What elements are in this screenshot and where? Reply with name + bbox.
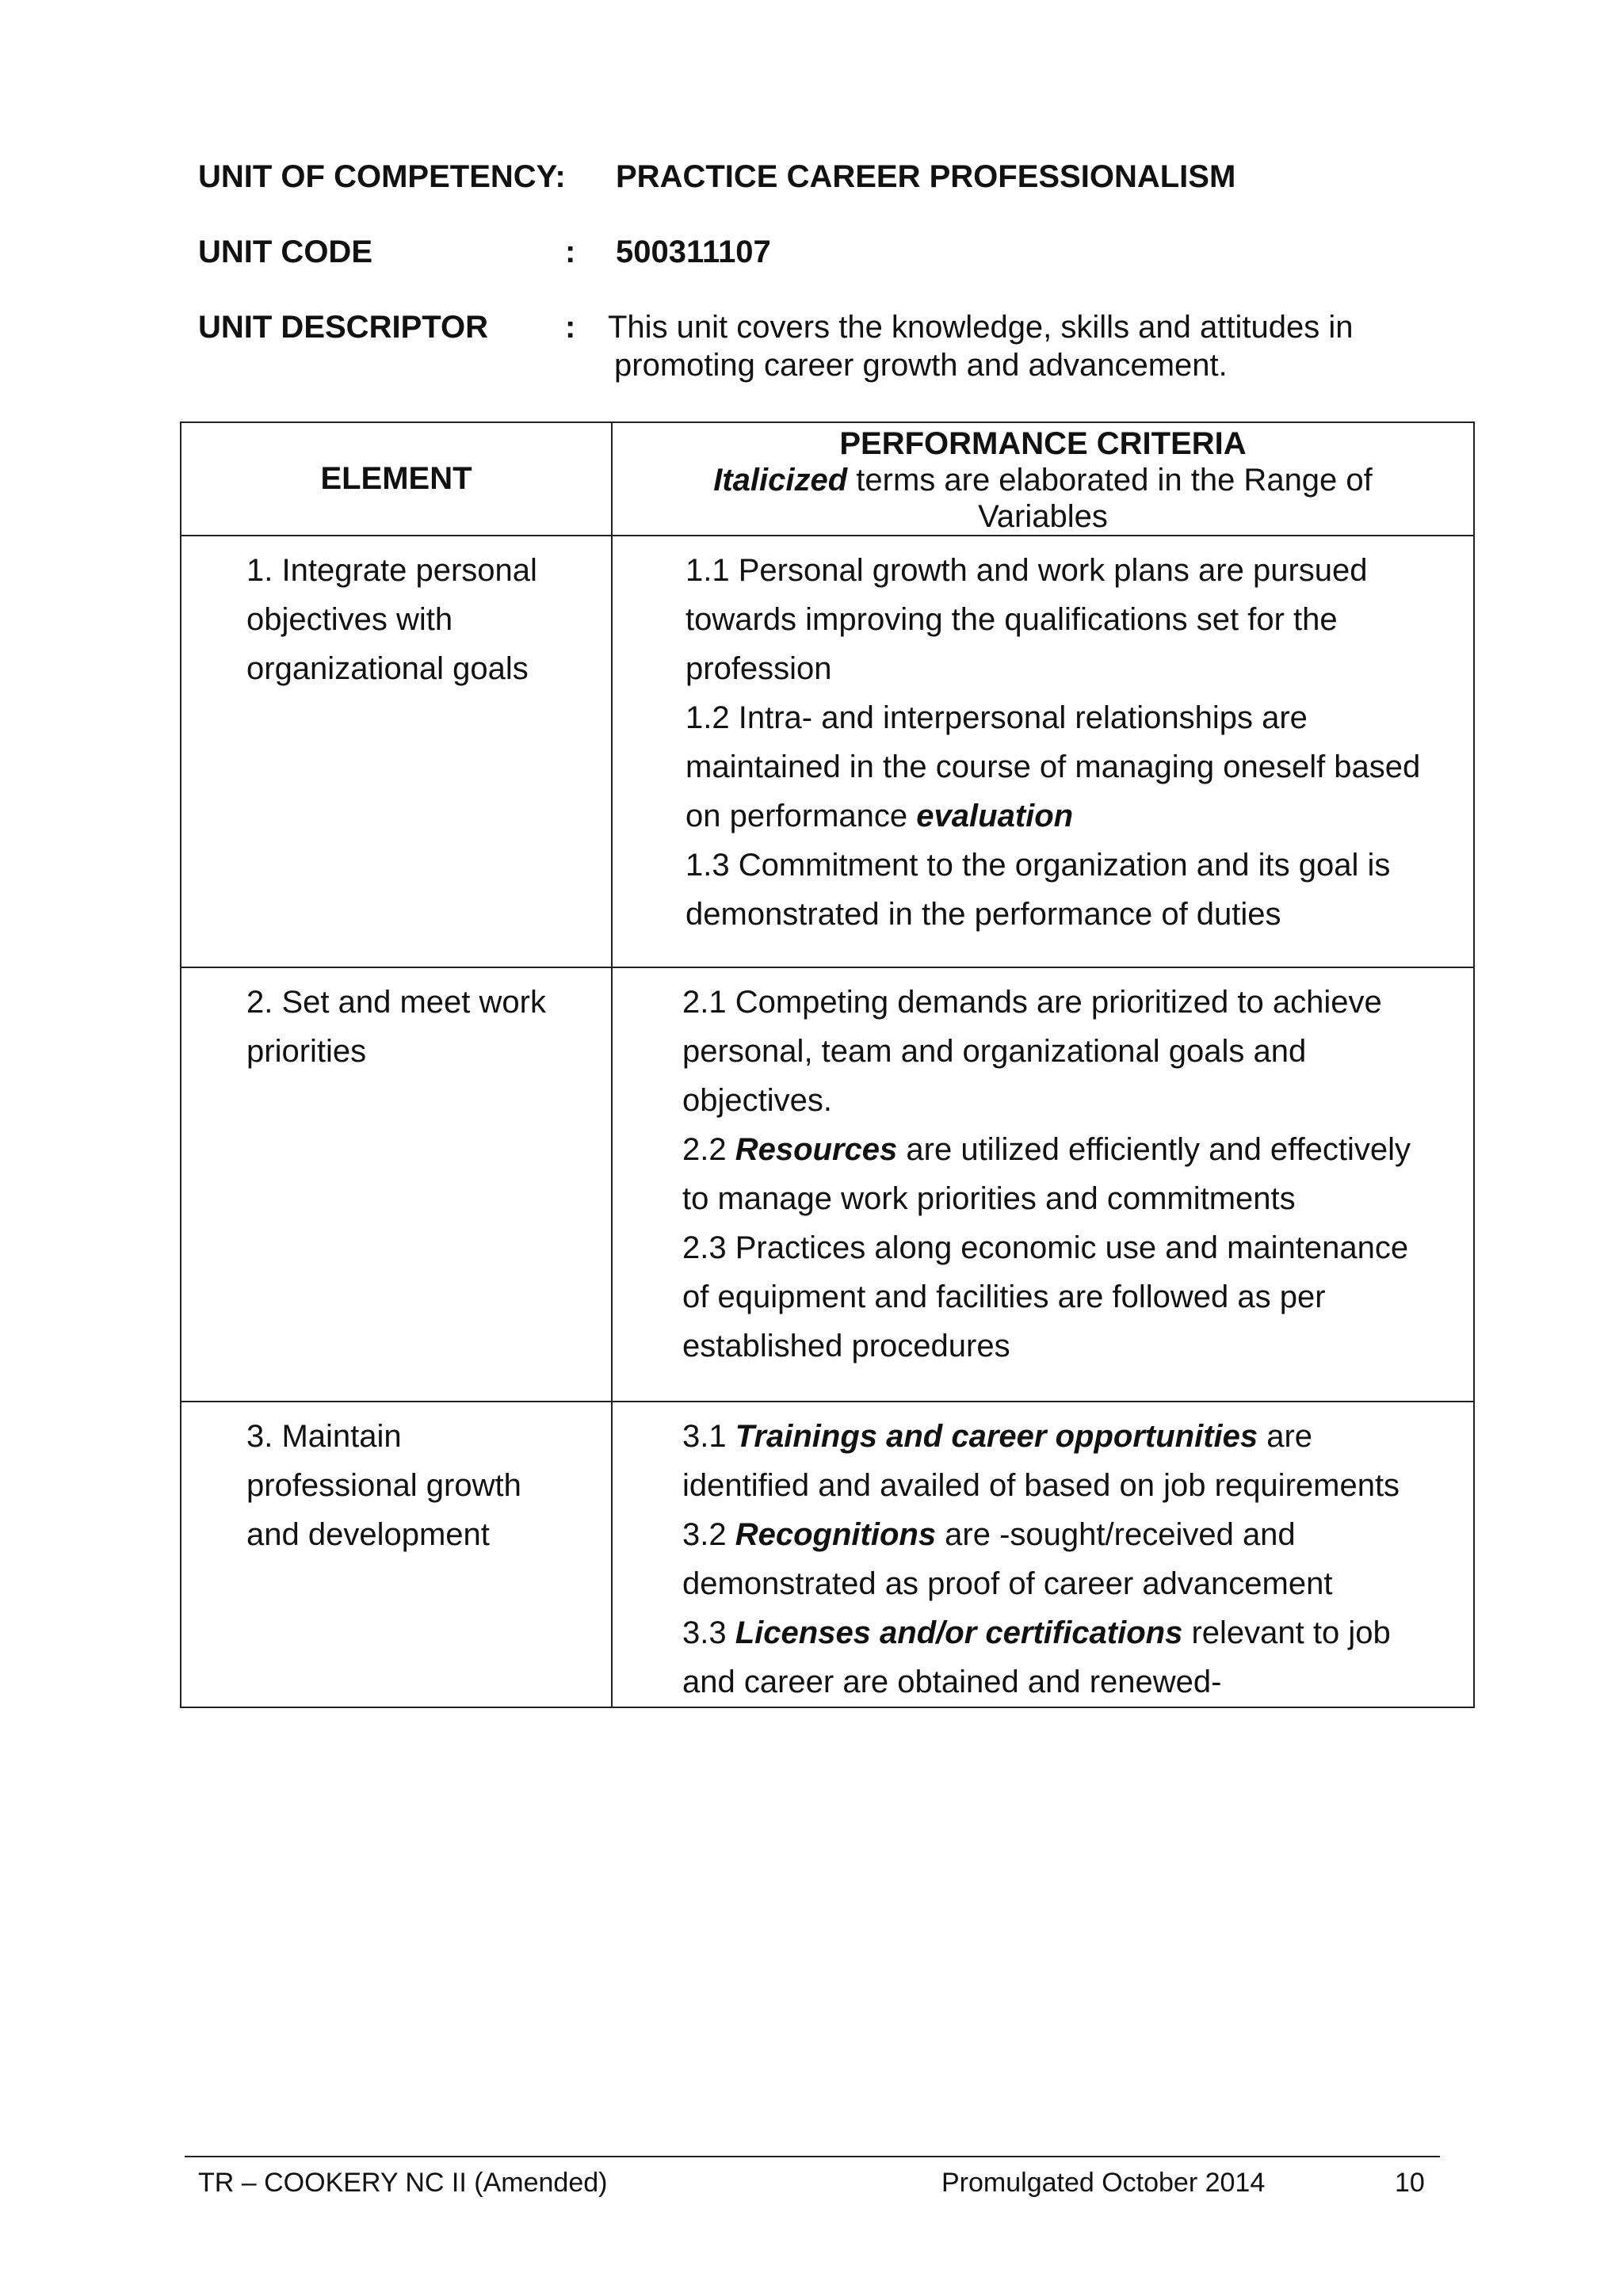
- range-term: Trainings and career opportunities: [735, 1419, 1258, 1454]
- element-line: professional growth: [246, 1468, 521, 1503]
- criteria-line: [682, 1510, 1457, 1559]
- criteria-line: demonstrated in the performance of duties: [685, 897, 1281, 932]
- element-line: 3. Maintain: [246, 1419, 402, 1454]
- criteria-line: established procedures: [682, 1329, 1010, 1363]
- criteria-line: [682, 1412, 1457, 1461]
- criteria-text: 3.3: [682, 1615, 735, 1650]
- criteria-line: 2.3 Practices along economic use and maintenance: [682, 1230, 1409, 1265]
- criteria-text: are utilized efficiently and effectively: [897, 1132, 1411, 1167]
- criteria-line: to manage work priorities and commitments: [682, 1181, 1296, 1216]
- criteria-line: identified and availed of based on job requirements: [682, 1468, 1400, 1503]
- table-header-row: [181, 422, 1474, 536]
- element-line: 2. Set and meet work: [246, 985, 546, 1020]
- criteria-line: towards improving the qualifications set for the: [685, 602, 1338, 637]
- criteria-text: relevant to job: [1182, 1615, 1391, 1650]
- table-row: [181, 536, 1474, 967]
- criteria-line: 1.2 Intra- and interpersonal relationships are: [685, 700, 1308, 735]
- criteria-line: maintained in the course of managing oneself based: [685, 749, 1421, 784]
- pc-note-text: terms are elaborated in the Range of: [847, 462, 1373, 498]
- criteria-line: personal, team and organizational goals and: [682, 1034, 1307, 1069]
- performance-criteria-title: PERFORMANCE CRITERIA: [839, 425, 1247, 461]
- criteria-line: and career are obtained and renewed-: [682, 1665, 1222, 1699]
- performance-criteria-column-header: [612, 422, 1474, 536]
- criteria-line: 2.1 Competing demands are prioritized to achieve: [682, 985, 1382, 1020]
- element-line: 1. Integrate personal: [246, 553, 537, 588]
- element-line: priorities: [246, 1034, 367, 1069]
- criteria-line: demonstrated as proof of career advancement: [682, 1566, 1333, 1601]
- criteria-cell-3: [612, 1402, 1474, 1707]
- table-row: [181, 967, 1474, 1402]
- pc-note-line-1: [713, 463, 1373, 498]
- pc-note-line-2: Variables: [978, 498, 1108, 534]
- criteria-line: [682, 1608, 1457, 1657]
- criteria-line: of equipment and facilities are followed as per: [682, 1280, 1326, 1314]
- unit-code-value: 500311107: [616, 235, 771, 269]
- element-line: and development: [246, 1517, 490, 1552]
- criteria-line: 1.1 Personal growth and work plans are pursued: [685, 553, 1368, 588]
- criteria-line: [685, 791, 1457, 841]
- unit-code-label: UNIT CODE: [198, 235, 372, 269]
- element-line: objectives with: [246, 602, 453, 637]
- footer-document-title: TR – COOKERY NC II (Amended): [198, 2168, 608, 2198]
- range-term: Recognitions: [735, 1517, 937, 1552]
- criteria-line: [682, 1125, 1457, 1174]
- criteria-text: on performance: [685, 799, 917, 833]
- unit-of-competency-value: PRACTICE CAREER PROFESSIONALISM: [616, 159, 1236, 194]
- italicized-word: Italicized: [713, 462, 848, 498]
- element-line: organizational goals: [246, 651, 529, 686]
- criteria-line: objectives.: [682, 1083, 832, 1118]
- criteria-cell-1: [612, 536, 1474, 967]
- criteria-cell-2: [612, 967, 1474, 1402]
- range-term: Resources: [735, 1132, 898, 1167]
- competency-table: [180, 421, 1475, 1708]
- criteria-line: 1.3 Commitment to the organization and its goal is: [685, 848, 1391, 883]
- criteria-text: are: [1258, 1419, 1313, 1454]
- criteria-text: 3.1: [682, 1419, 735, 1454]
- element-cell-3: [181, 1402, 612, 1707]
- criteria-text: 3.2: [682, 1517, 735, 1552]
- criteria-text: are -sought/received and: [936, 1517, 1296, 1552]
- element-column-header: ELEMENT: [181, 422, 612, 536]
- criteria-text: 2.2: [682, 1132, 735, 1167]
- unit-of-competency-label: UNIT OF COMPETENCY:: [198, 159, 566, 194]
- table-row: [181, 1402, 1474, 1707]
- unit-descriptor-line-1: This unit covers the knowledge, skills and attitudes in: [608, 310, 1354, 345]
- footer-rule: [185, 2156, 1440, 2157]
- unit-descriptor-line-2: promoting career growth and advancement.: [614, 348, 1228, 383]
- unit-code-colon: :: [565, 235, 576, 269]
- unit-descriptor-label: UNIT DESCRIPTOR: [198, 310, 488, 345]
- footer-page-number: 10: [1395, 2168, 1425, 2198]
- element-cell-1: [181, 536, 612, 967]
- footer-promulgation-date: Promulgated October 2014: [941, 2168, 1266, 2198]
- criteria-line: profession: [685, 651, 832, 686]
- range-term: evaluation: [916, 799, 1074, 833]
- unit-descriptor-colon: :: [565, 310, 576, 345]
- element-cell-2: [181, 967, 612, 1402]
- range-term: Licenses and/or certifications: [735, 1615, 1183, 1650]
